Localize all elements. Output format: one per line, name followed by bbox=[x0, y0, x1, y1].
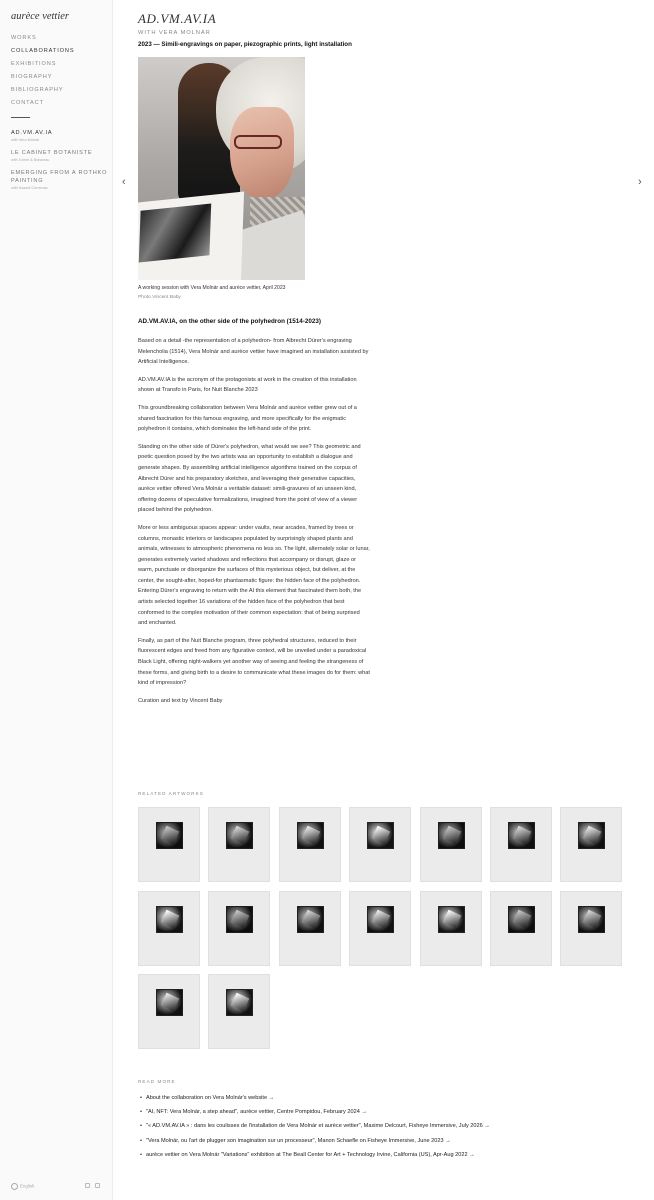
related-artwork-thumbnail[interactable] bbox=[279, 891, 341, 966]
language-label: English bbox=[20, 1183, 35, 1189]
artwork-image bbox=[226, 989, 253, 1016]
related-artwork-thumbnail[interactable] bbox=[490, 807, 552, 882]
project-subtitle: with Vera Molnár bbox=[11, 138, 40, 142]
article-credit: Curation and text by Vincent Baby bbox=[138, 697, 223, 704]
related-artwork-thumbnail[interactable] bbox=[490, 891, 552, 966]
article-paragraph: Finally, as part of the Nuit Blanche program, three polyhedral structures, reduced to their fluorescent edges and freed from any figurative context, will be unveiled under a paradoxical Black Light, offering night-walkers yet another way of seeing and feeling the strangeness of these forms, and giving birth to a desire to communicate what these images do for them: what kind of impression? bbox=[138, 637, 370, 687]
nav-item-biography[interactable]: BIOGRAPHY bbox=[11, 74, 53, 80]
photo-figure-glasses bbox=[234, 135, 282, 149]
article-heading: AD.VM.AV.IA, on the other side of the polyhedron (1514-2023) bbox=[138, 318, 321, 325]
read-more-link[interactable]: • "« AD.VM.AV.IA » : dans les coulisses de l'installation de Vera Molnár et aurèce vettier", Maxime Delcourt, Fisheye Immersive, July 2026 → bbox=[138, 1122, 638, 1136]
related-artwork-thumbnail[interactable] bbox=[138, 891, 200, 966]
artwork-image bbox=[156, 989, 183, 1016]
project-item-advmavia[interactable] bbox=[11, 129, 109, 143]
related-artwork-thumbnail[interactable] bbox=[279, 807, 341, 882]
related-artwork-thumbnail[interactable] bbox=[560, 807, 622, 882]
article-paragraph: Based on a detail -the representation of a polyhedron- from Albrecht Dürer's engraving Melencholia (1514), Vera Molnár and aurèce vettier have imagined an installation assisted by Artificial Intelligence. bbox=[138, 338, 369, 366]
artwork-image bbox=[438, 822, 465, 849]
artwork-image bbox=[438, 906, 465, 933]
related-artwork-thumbnail[interactable] bbox=[208, 891, 270, 966]
prev-arrow-icon[interactable]: ‹ bbox=[122, 176, 126, 188]
artwork-image bbox=[226, 822, 253, 849]
project-list bbox=[11, 129, 109, 197]
related-artwork-thumbnail[interactable] bbox=[349, 807, 411, 882]
nav-item-exhibitions[interactable]: EXHIBITIONS bbox=[11, 61, 57, 67]
project-item-rothko[interactable] bbox=[11, 169, 109, 191]
nav-item-collaborations[interactable]: COLLABORATIONS bbox=[11, 48, 75, 54]
photo-print bbox=[139, 203, 211, 262]
article-paragraph: This groundbreaking collaboration between Vera Molnár and aurèce vettier grew out of a shared fascination for this famous engraving, and more specifically for the enigmatic polyhedron it contains, which dominates the left-hand side of the print. bbox=[138, 404, 357, 433]
project-subtitle: with Kazadi Cemenac bbox=[11, 186, 48, 190]
brand-logo[interactable]: aurèce vettier bbox=[11, 11, 70, 22]
artwork-image bbox=[508, 906, 535, 933]
related-artwork-thumbnail[interactable] bbox=[138, 974, 200, 1049]
related-artwork-thumbnail[interactable] bbox=[208, 807, 270, 882]
read-more-label: READ MORE bbox=[138, 1079, 176, 1084]
read-more-link[interactable]: • "Vera Molnár, ou l'art de plugger son imagination sur un processeur", Manon Schaefle on Fisheye Immersive, June 2023 → bbox=[138, 1137, 638, 1151]
project-title: EMERGING FROM A ROTHKO PAINTING bbox=[11, 170, 108, 184]
article-paragraph: AD.VM.AV.IA is the acronym of the protagonists at work in the creation of this installation shown at Transfo in Paris, for Nuit Blanche 2023 bbox=[138, 376, 357, 394]
project-item-cabinet-botaniste[interactable] bbox=[11, 149, 109, 163]
nav-item-contact[interactable]: CONTACT bbox=[11, 100, 44, 106]
read-more-link[interactable]: • "AI, NFT: Vera Molnár, a step ahead", aurèce vettier, Centre Pompidou, February 2024 → bbox=[138, 1108, 638, 1122]
main-nav bbox=[11, 34, 74, 112]
related-artwork-thumbnail[interactable] bbox=[560, 891, 622, 966]
artwork-image bbox=[367, 906, 394, 933]
sidebar-divider bbox=[11, 117, 30, 118]
artwork-image bbox=[156, 822, 183, 849]
related-artworks-label: RELATED ARTWORKS bbox=[138, 791, 204, 796]
photo-caption: A working session with Vera Molnár and aurèce vettier, April 2023 bbox=[138, 285, 286, 291]
page-title: AD.VM.AV.IA bbox=[138, 11, 217, 26]
artwork-image bbox=[367, 822, 394, 849]
related-artwork-thumbnail[interactable] bbox=[208, 974, 270, 1049]
artwork-image bbox=[156, 906, 183, 933]
read-more-link[interactable]: • aurèce vettier on Vera Molnár "Variations" exhibition at The Beall Center for Art + Technology Irvine, California (US), Apr-Aug 2022 → bbox=[138, 1151, 638, 1165]
project-title: AD.VM.AV.IA bbox=[11, 130, 53, 136]
share-icon[interactable] bbox=[95, 1183, 100, 1188]
artwork-image bbox=[508, 822, 535, 849]
project-subtitle: with Grimé & Boisseau bbox=[11, 158, 50, 162]
language-selector[interactable] bbox=[11, 1183, 34, 1190]
article-paragraph: Standing on the other side of Dürer's polyhedron, what would we see? This geometric and poetic question posed by the two artists was an opportunity to establish a dialogue and generate shapes. By assembling artificial intelligence algorithms trained on the corpus of Albrecht Dürer and his preparatory sketches, and leveraging their generative capacities, aurèce vettier offered Vera Molnár a veritable dataset: simili-gravures of an unseen kind, offering dozens of speculative formalizations, imagined from the point of view of a viewer placed behind the polyhedron. bbox=[138, 443, 361, 514]
globe-icon bbox=[11, 1183, 18, 1190]
article-paragraph: More or less ambiguous spaces appear: under vaults, near arcades, framed by trees or columns, monastic interiors or landscapes populated by surprisingly shaped plants and animals, witnesses to atmospheric phenomena no less so. The light, alternately solar or lunar, generates extremely varied shadows and reflections that accompany or disrupt, glaze or warm, punctuate or disorganize the surfaces of this mysterious object, but deliver, at the center, the sought-after, hoped-for phantasmatic figure: the hidden face of the polyhedron. Entering Dürer's engraving to return with the AI this element that fascinated them both, the artists selected together 16 variations of the hidden face of the polyhedron that best conformed to the complex motivation of their common expectation: that of being surprised and enchanted. bbox=[138, 524, 370, 627]
artwork-image bbox=[578, 822, 605, 849]
read-more-link[interactable]: • About the collaboration on Vera Molnár's website → bbox=[138, 1094, 638, 1108]
related-artwork-thumbnail[interactable] bbox=[138, 807, 200, 882]
project-title: LE CABINET BOTANISTE bbox=[11, 150, 93, 156]
article bbox=[138, 318, 370, 713]
artwork-image bbox=[226, 906, 253, 933]
sidebar bbox=[0, 0, 113, 1200]
sidebar-footer bbox=[11, 1183, 101, 1193]
work-subtitle: 2023 — Simili-engravings on paper, piezographic prints, light installation bbox=[138, 41, 352, 48]
photo-credit: Photo Vincent Baby bbox=[138, 295, 181, 300]
read-more-list bbox=[138, 1094, 638, 1165]
related-artwork-thumbnail[interactable] bbox=[420, 807, 482, 882]
instagram-icon[interactable] bbox=[85, 1183, 90, 1188]
nav-item-works[interactable]: WORKS bbox=[11, 35, 37, 41]
related-artwork-thumbnail[interactable] bbox=[349, 891, 411, 966]
nav-item-bibliography[interactable]: BIBLIOGRAPHY bbox=[11, 87, 64, 93]
collaborator-label: WITH VERA MOLNÁR bbox=[138, 30, 211, 36]
working-session-photo bbox=[138, 57, 305, 280]
photo-figure-face bbox=[230, 107, 294, 199]
related-artwork-thumbnail[interactable] bbox=[420, 891, 482, 966]
artwork-image bbox=[578, 906, 605, 933]
artwork-image bbox=[297, 822, 324, 849]
next-arrow-icon[interactable]: › bbox=[638, 176, 642, 188]
artwork-image bbox=[297, 906, 324, 933]
